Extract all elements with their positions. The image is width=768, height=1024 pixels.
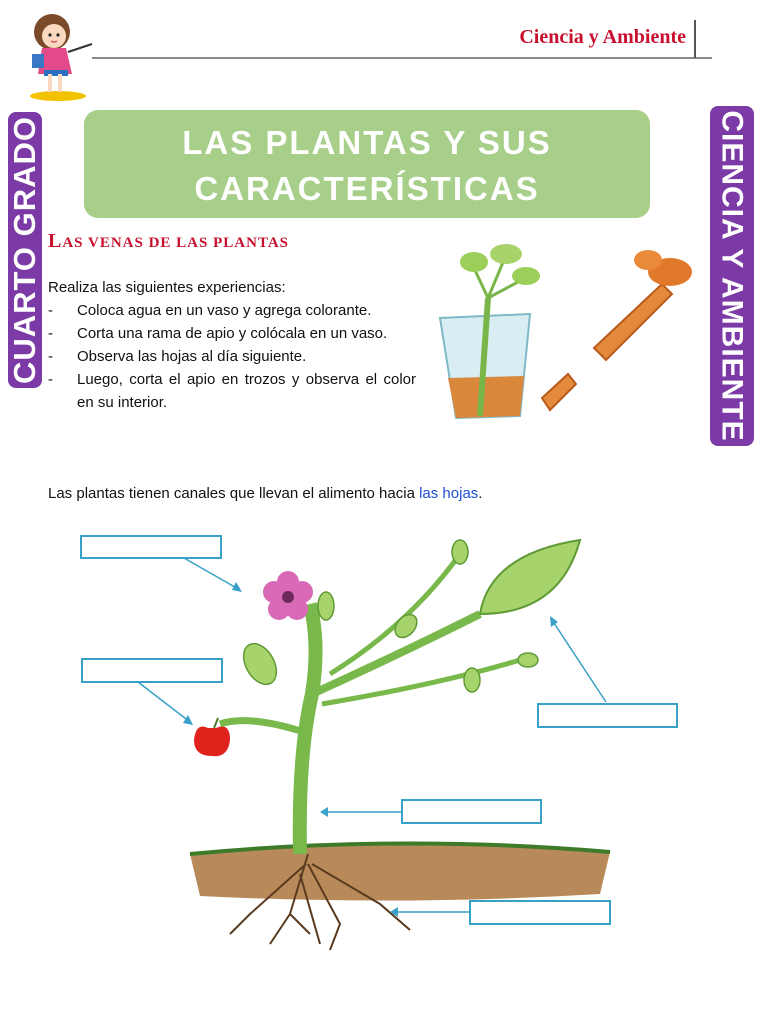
list-bullet: - (48, 302, 53, 319)
list-item-text: Corta una rama de apio y colócala en un vaso. (77, 325, 388, 342)
label-box-leaf[interactable] (537, 703, 678, 728)
label-box-stem[interactable] (401, 799, 542, 824)
list-bullet: - (48, 348, 53, 365)
canals-sentence-end: . (478, 485, 483, 502)
label-box-fruit[interactable] (81, 658, 223, 683)
title-line-2: CARACTERÍSTICAS (194, 170, 540, 207)
section-heading-rest: AS VENAS DE LAS PLANTAS (62, 235, 290, 251)
list-item-text: Observa las hojas al día siguiente. (77, 348, 307, 365)
title-line-1: LAS PLANTAS Y SUS (182, 124, 552, 161)
list-bullet: - (48, 325, 53, 342)
side-band-grade-label: CUARTO GRADO (7, 115, 43, 385)
header-title: Ciencia y Ambiente (519, 26, 686, 48)
canals-sentence-highlight: las hojas (419, 485, 479, 502)
list-item-text: Luego, corta el apio en trozos y observa el color en su interior. (77, 371, 416, 411)
side-band-subject-label: CIENCIA Y AMBIENTE (716, 110, 749, 442)
list-bullet: - (48, 371, 53, 388)
label-box-flower[interactable] (80, 535, 222, 559)
label-box-root[interactable] (469, 900, 611, 925)
list-item-text: Coloca agua en un vaso y agrega colorante. (77, 302, 372, 319)
canals-sentence-text: Las plantas tienen canales que llevan el alimento hacia (48, 485, 420, 502)
section-heading-cap: L (48, 230, 63, 252)
instructions-intro: Realiza las siguientes experiencias: (48, 279, 286, 296)
